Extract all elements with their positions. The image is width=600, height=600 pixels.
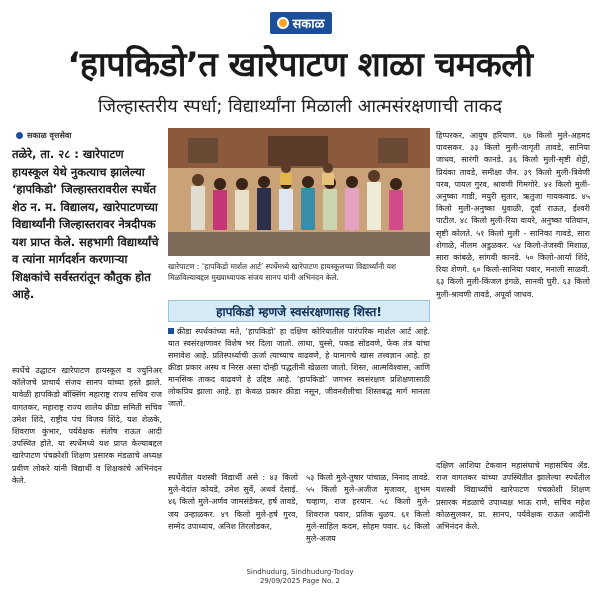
infobox-title: हापकिडो म्हणजे स्वसंरक्षणासह शिस्त! <box>168 300 430 322</box>
page-footer <box>0 568 600 586</box>
column-right2-text: दक्षिण आशिया टेकवान महासंघाचे महासचिव ॲड. राज वागतकर यांच्या उपस्थितीत झालेल्या स्पर्धेतील यशस्वी विद्यार्थ्यांचे खारेपाटण पंचक्रोशी शिक्षण प्रसारक मंडळाचे उपाध्यक्ष भाऊ राणे, सचिव महेश कोळसुलकर, प्रा. सानप, पर्यवेक्षक राऊत आदींनी अभिनंदन केले. <box>436 461 590 532</box>
infobox-body <box>168 326 430 410</box>
lead-paragraph: तळेरे, ता. २८ : खारेपाटण हायस्कूल येथे नुकत्याच झालेल्या ‘हापकिडो’ जिल्हास्तरावरील स्पर्धेत शेठ न. म. विद्यालय, खारेपाटणच्या विद्यार्थ्यांनी जिल्हास्तरावर नेत्रदीपक यश प्राप्त केले. सहभागी विद्यार्थ्यांचे व त्यांना मार्गदर्शन करणाऱ्या शिक्षकांचे सर्वस्तरांतून कौतुक होत आहे. <box>12 147 159 301</box>
footer-edition: Sindhudurg, Sindhudurg-Today <box>246 568 354 576</box>
column-mid1-text: स्पर्धेतील यशस्वी विद्यार्थी असे : ४३ किलो मुले-वेदांत कोयडे, उमेश सुर्वे, अथर्व देसाई. ४६ किलो मुले-अर्णव जामसंडेकर, हर्ष तावडे, जय उन्हाळकर. ४९ किलो मुले-हर्ष गुरव, सम्मेद उपाध्याय, अनिश तिरलोडकर, <box>168 473 298 531</box>
article-subheadline: जिल्हास्तरीय स्पर्धा; विद्यार्थ्यांना मिळाली आत्मसंरक्षणाची ताकद <box>97 96 503 117</box>
footer-date-page: 29/09/2025 Page No. 2 <box>259 577 341 585</box>
newspaper-masthead <box>270 12 332 34</box>
group-photo <box>168 128 430 256</box>
masthead-name: सकाळ <box>292 17 325 32</box>
column-mid2-text: ५३ किलो मुले-तुषार पांचाळ, निनाद तावडे. ५५ किलो मुले-अजीज मुजावर, शुभम चव्हाण, राज हरयान. ५८ किलो मुले-शिवराज पवार, प्रतिक धुळप. ६१ किलो मुले-साहिल कदम, सोहम पवार. ६८ किलो मुले-अजय <box>306 473 430 544</box>
logo-sun-icon <box>277 17 289 29</box>
article-headline: ‘हापकिडो’त खारेपाटण शाळा चमकली <box>67 45 533 85</box>
column-left-text: स्पर्धेचे उद्घाटन खारेपाटण हायस्कूल व ज्युनिअर कॉलेजचे प्राचार्य संजय सानप यांच्या हस्ते झाले. यावेळी हापकिडो बॉक्सिंग महाराष्ट्र राज्य सचिव राज वागतकर, महाराष्ट्र राज्य शालेय क्रीडा समिती सचिव उमेश शिंदे, राष्ट्रीय पंच विजय शिंदे, यश शेळके, शिवराण कुंभार, पर्यवेक्षक संतोष राऊत आदी उपस्थित होते. या स्पर्धेमध्ये यश प्राप्त केल्याबद्दल खारेपाटण पंचक्रोशी शिक्षण प्रसारक मंडळाचे अध्यक्ष प्रवीण लोकरे यांनी विद्यार्थी व शिक्षकांचे अभिनंदन केले. <box>12 366 162 485</box>
infobox-bullet-icon <box>168 328 174 334</box>
byline <box>16 130 71 141</box>
infobox-text: क्रीडा स्पर्धकांच्या मते, ‘हापकिडो’ हा दक्षिण कोरियातील पारंपरिक मार्शल आर्ट आहे. यात स्वसंरक्षणावर विशेष भर दिला जातो. लाथा, घुस्से, पकड सोडवणे, फेक तंत्र यांचा समावेश आहे. प्रतिस्पर्ध्याची ऊर्जा त्याच्याच वाढवणे, हे यामागचे खास तत्त्वज्ञान आहे. हा क्रीडा प्रकार अस्थ व निरस असा दोन्ही पद्धतीनी खेळला जातो. शिस्त, आत्मविश्वास, आणि मानसिक ताकद वाढवणे हे उद्दिष्ट आहे. ‘हापकिडो’ जगभर स्वसंरक्षण प्रशिक्षणासाठी लोकप्रिय झाला आहे. हा केवळ प्रकार क्रीडा नसून, जीवनशैलीचा शिस्तबद्ध मार्ग मानला जातो. <box>168 327 430 408</box>
group-photo-illustration <box>168 128 430 256</box>
photo-caption: खारेपाटण : ‘हापकिडो मार्शल आर्ट’ स्पर्धेमध्ये खारेपाटण हायस्कूलच्या विद्यार्थ्यांनी यश मिळविल्याबद्दल मुख्याध्यापक संजय सानप यांनी अभिनंदन केले. <box>168 262 397 282</box>
column-right-text: हिप्परकर, आयुष हरियाण. ६७ किलो मुले-अहमद पावसकर. ३३ किलो मुली-जागृती तावडे, सानिया जाधव, सारंगी कानडे. ३६ किलो मुली-सृष्टी शेट्टी, प्रियंका तावडे, समीक्षा जैन. ३९ किलो मुली-त्रिवेणी परब, पायल गुरव, श्रावणी गिमगोरे. ४२ किलो मुली-अनुष्का गाडी, मयुरी सुतार, ऋतुजा गायकवाड. ४५ किलो मुली-अनुष्का धुवाळी, दूर्वा राऊत, ईश्वरी पाटील. ४८ किलो मुली-रिया वायरे, अनुष्का पतियान, सृष्टी कोलते. ५१ किलो मुली - सानिका गावडे, सारा शेगाळे, नीलम अडुळकर. ५४ किलो-तेजस्वी मिशाळ, सारा कांबळे, सांगवी कानडे. ५० किलो-आर्या शिंदे, रिया शेणगे. ६० किलो-सानिया पवार, मनाली साळवी. ६३ किलो मुली-किंजल इंगळे, सानवी घुरी. ६३ किलो मुली-श्रावणी तावडे, अपूर्वा जाधव. <box>436 131 590 299</box>
byline-bullet-icon <box>16 132 23 139</box>
byline-text: सकाळ वृत्तसेवा <box>27 131 72 140</box>
